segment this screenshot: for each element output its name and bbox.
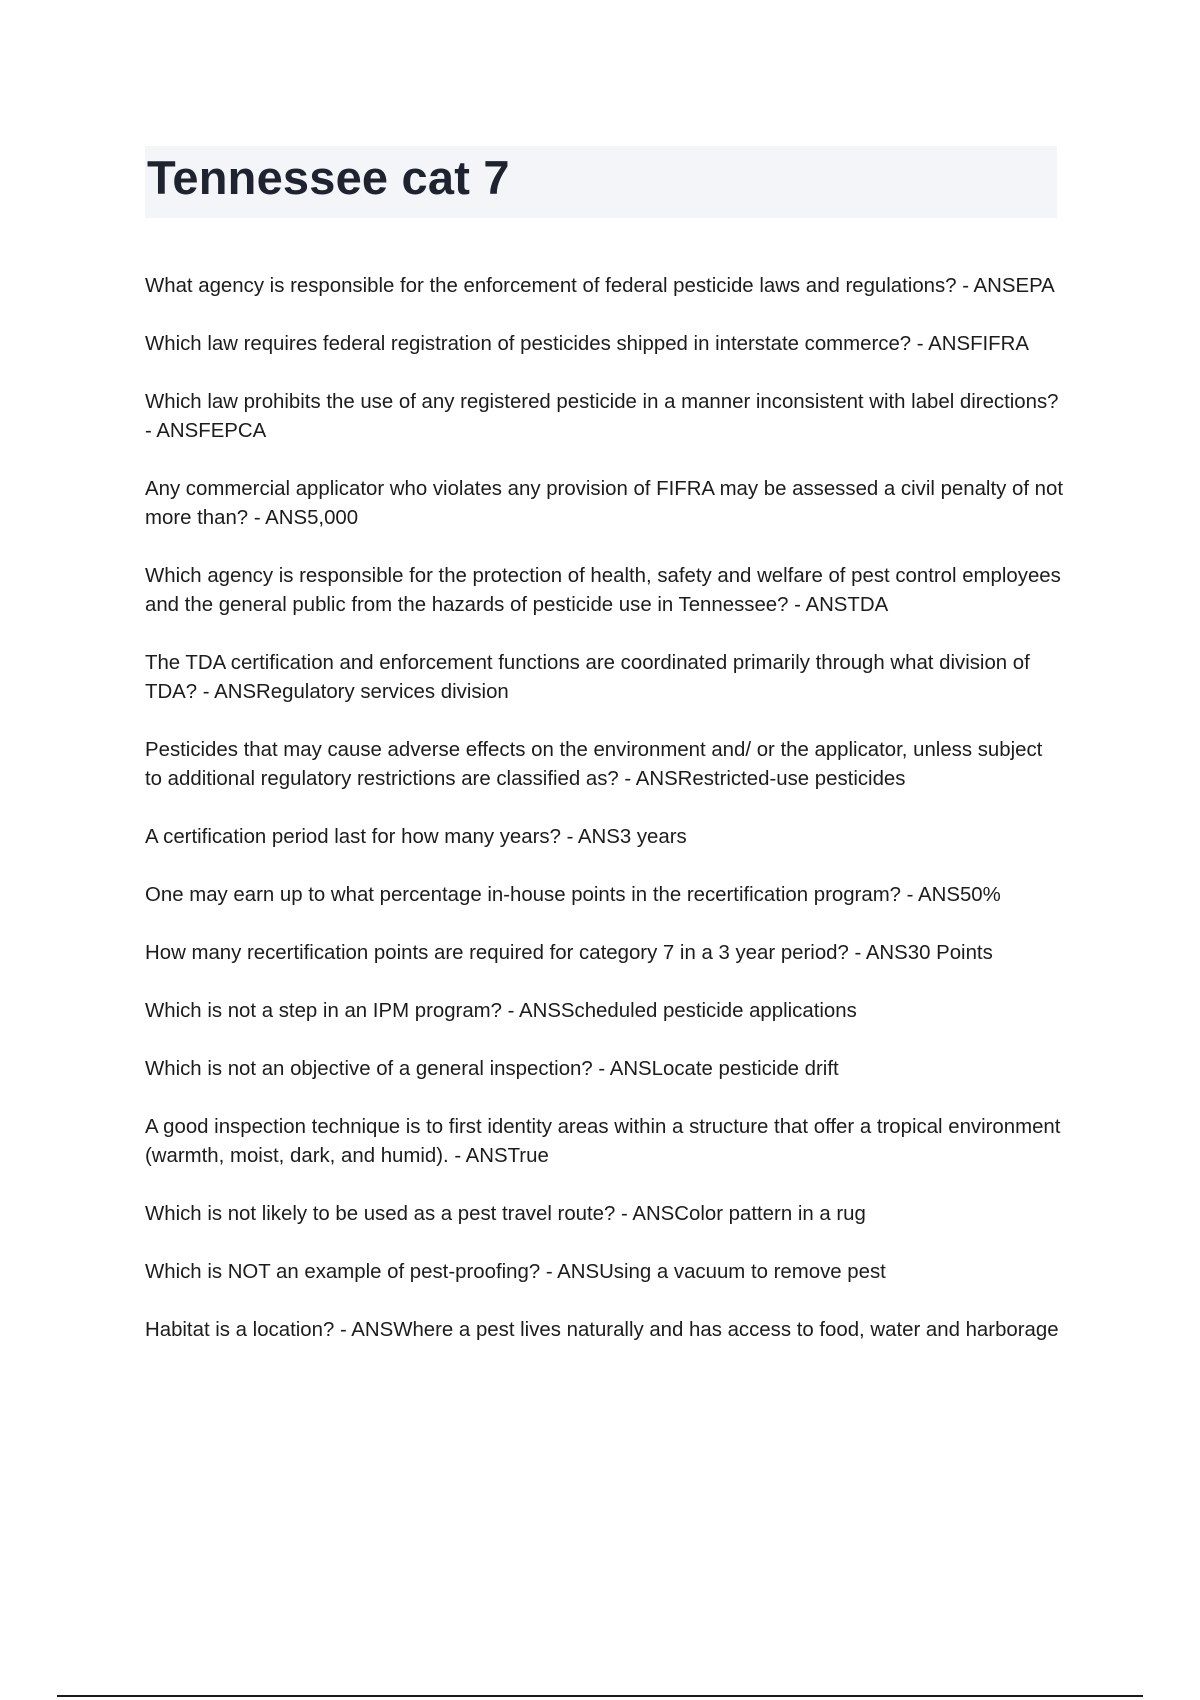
qa-item: Which law requires federal registration of pesticides shipped in interstate commerce? - ANSFIFRA bbox=[145, 333, 1029, 355]
qa-item: What agency is responsible for the enforcement of federal pesticide laws and regulations? - ANSEPA bbox=[145, 275, 1055, 297]
qa-item: One may earn up to what percentage in-house points in the recertification program? - ANS50% bbox=[145, 884, 1001, 906]
qa-item: A certification period last for how many years? - ANS3 years bbox=[145, 826, 687, 848]
qa-item: Any commercial applicator who violates any provision of FIFRA may be assessed a civil penalty of not more than? - ANS5,000 bbox=[145, 478, 1063, 529]
qa-item: Which is not a step in an IPM program? - ANSScheduled pesticide applications bbox=[145, 1000, 857, 1022]
qa-item: Which is NOT an example of pest-proofing? - ANSUsing a vacuum to remove pest bbox=[145, 1261, 886, 1283]
qa-item: Which law prohibits the use of any registered pesticide in a manner inconsistent with label directions? - ANSFEPCA bbox=[145, 391, 1059, 442]
qa-item: A good inspection technique is to first identity areas within a structure that offer a tropical environment (warmth, moist, dark, and humid). - ANSTrue bbox=[145, 1116, 1061, 1167]
qa-item: The TDA certification and enforcement functions are coordinated primarily through what division of TDA? - ANSRegulatory services division bbox=[145, 652, 1030, 703]
document-title: Tennessee cat 7 bbox=[147, 151, 510, 204]
qa-item: Habitat is a location? - ANSWhere a pest lives naturally and has access to food, water and harborage bbox=[145, 1319, 1059, 1341]
footer-divider bbox=[57, 1695, 1143, 1697]
qa-item: How many recertification points are required for category 7 in a 3 year period? - ANS30 Points bbox=[145, 942, 993, 964]
title-banner bbox=[145, 146, 1057, 218]
question-answer-list bbox=[145, 272, 1063, 1374]
qa-item: Which is not likely to be used as a pest travel route? - ANSColor pattern in a rug bbox=[145, 1203, 866, 1225]
qa-item: Which agency is responsible for the protection of health, safety and welfare of pest control employees and the general public from the hazards of pesticide use in Tennessee? - ANSTDA bbox=[145, 565, 1061, 616]
qa-item: Which is not an objective of a general inspection? - ANSLocate pesticide drift bbox=[145, 1058, 839, 1080]
qa-item: Pesticides that may cause adverse effects on the environment and/ or the applicator, unless subject to additional regulatory restrictions are classified as? - ANSRestricted-use pesticides bbox=[145, 739, 1043, 790]
